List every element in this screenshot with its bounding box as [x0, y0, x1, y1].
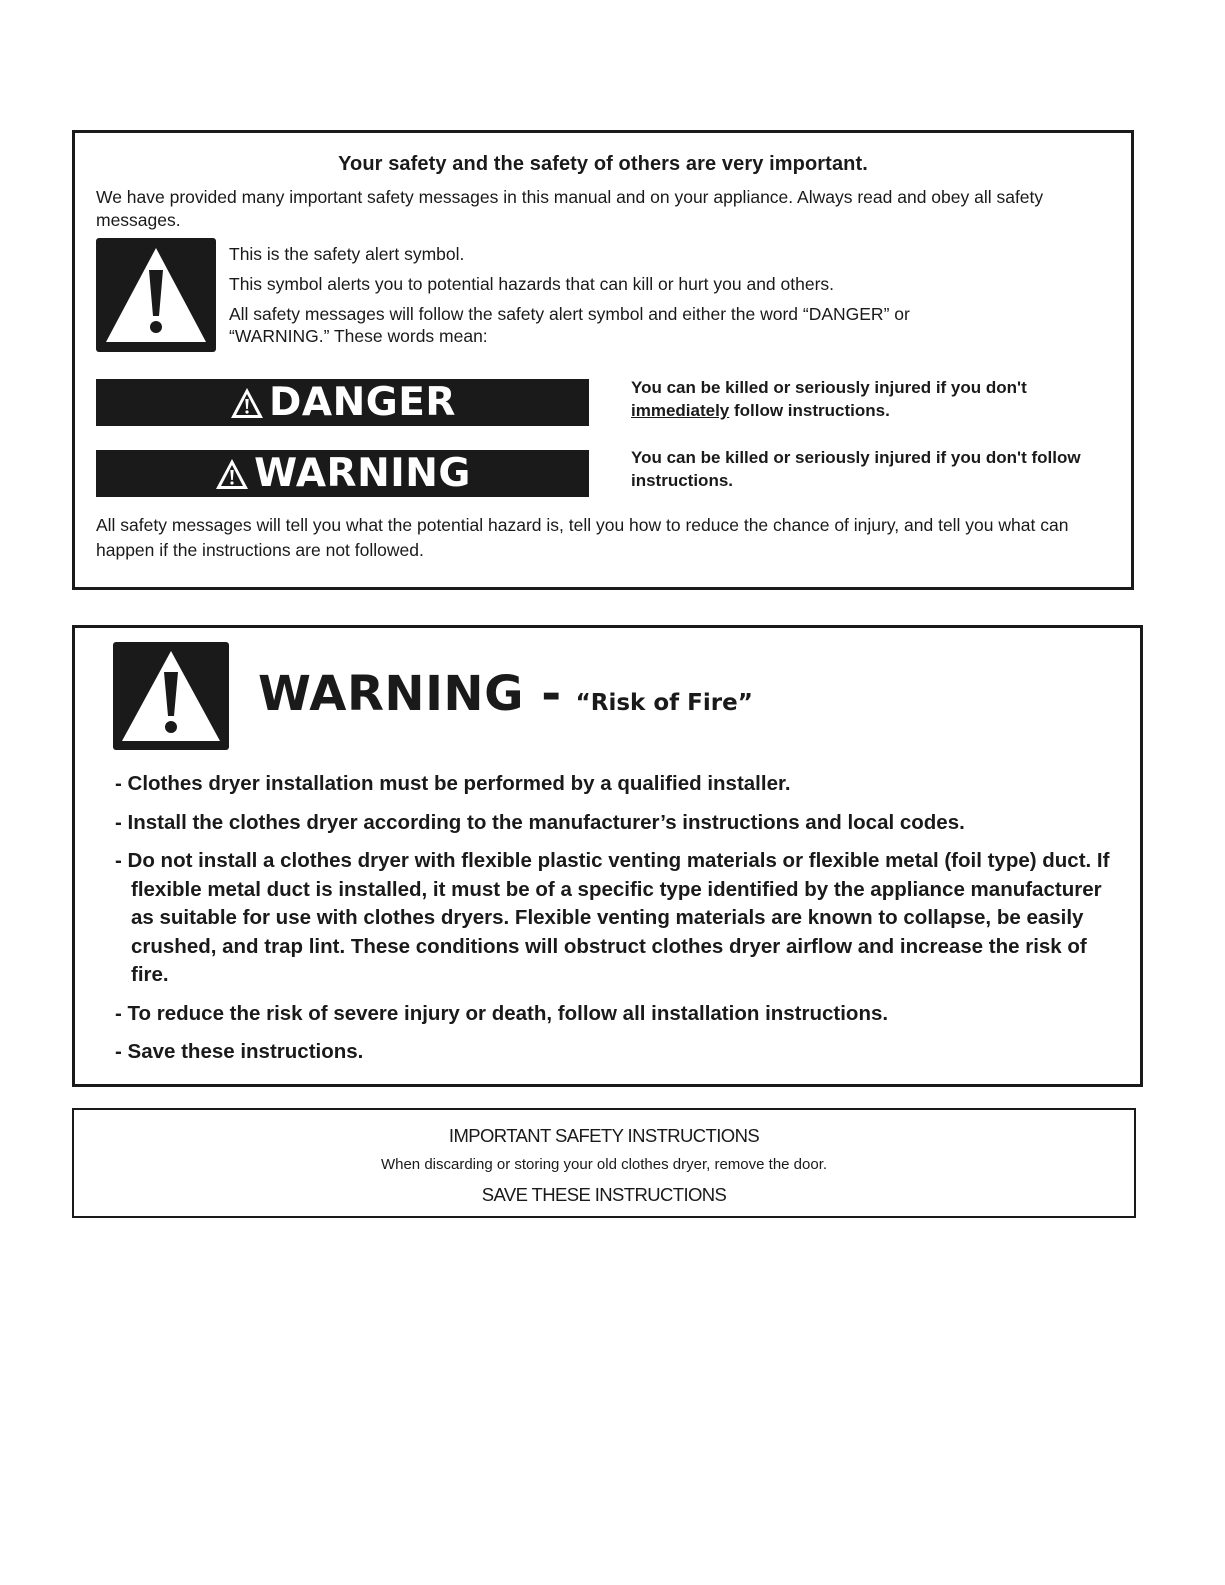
safety-messages-box [72, 130, 1134, 590]
isi-save: SAVE THESE INSTRUCTIONS [481, 1184, 727, 1205]
alert-line: This symbol alerts you to potential hazards that can kill or hurt you and others. [229, 274, 835, 294]
list-item: - Install the clothes dryer according to the manufacturer’s instructions and local codes. [115, 810, 965, 834]
danger-description [631, 376, 1121, 422]
safety-alert-icon [96, 238, 216, 352]
risk-of-fire-label: “Risk of Fire” [575, 690, 753, 716]
alert-symbol-explanation [229, 243, 1089, 355]
warning-label: WARNING [254, 451, 471, 496]
safety-alert-icon [214, 457, 250, 491]
warning-description: You can be killed or seriously injured if you don't follow instructions. [631, 448, 1081, 490]
alert-line: This is the safety alert symbol. [229, 244, 465, 264]
isi-text: When discarding or storing your old clothes dryer, remove the door. [380, 1156, 828, 1173]
safety-alert-icon [113, 642, 229, 750]
danger-desc-text: You can be killed or seriously injured if you don't [631, 378, 1027, 397]
fire-warning-box [72, 625, 1143, 1087]
danger-label: DANGER [269, 380, 456, 425]
alert-line: “WARNING.” These words mean: [229, 326, 488, 346]
warning-title: WARNING - [258, 666, 562, 722]
isi-title: IMPORTANT SAFETY INSTRUCTIONS [448, 1125, 760, 1146]
list-item: - To reduce the risk of severe injury or death, follow all installation instructions. [115, 1001, 889, 1025]
important-safety-instructions-box [72, 1108, 1136, 1218]
intro-text: We have provided many important safety messages in this manual and on your appliance. Always read and obey all safety messages. [96, 187, 1044, 230]
alert-line: All safety messages will follow the safety alert symbol and either the word “DANGER” or [229, 304, 910, 324]
fire-warning-heading [258, 666, 753, 722]
danger-desc-text: follow instructions. [729, 401, 890, 420]
warning-signal-bar [96, 450, 589, 497]
danger-signal-bar [96, 379, 589, 426]
list-item: - Do not install a clothes dryer with flexible plastic venting materials or flexible metal (foil type) duct. If flexible metal duct is installed, it must be of a specific type identified by the appliance manufacturer as suitable for use with clothes dryers. Flexible venting materials are known to collapse, be easily crushed, and trap lint. These conditions will obstruct clothes dryer airflow and increase the risk of fire. [115, 849, 1110, 986]
safety-footer-text: All safety messages will tell you what the potential hazard is, tell you how to reduce the chance of injury, and tell you what can happen if the instructions are not followed. [96, 515, 1069, 560]
safety-title: Your safety and the safety of others are very important. [338, 153, 868, 175]
fire-warning-list [115, 770, 1125, 1077]
list-item: - Save these instructions. [115, 1040, 364, 1063]
list-item: - Clothes dryer installation must be performed by a qualified installer. [115, 772, 791, 795]
danger-desc-emphasis: immediately [631, 401, 730, 420]
safety-alert-icon [229, 386, 265, 420]
